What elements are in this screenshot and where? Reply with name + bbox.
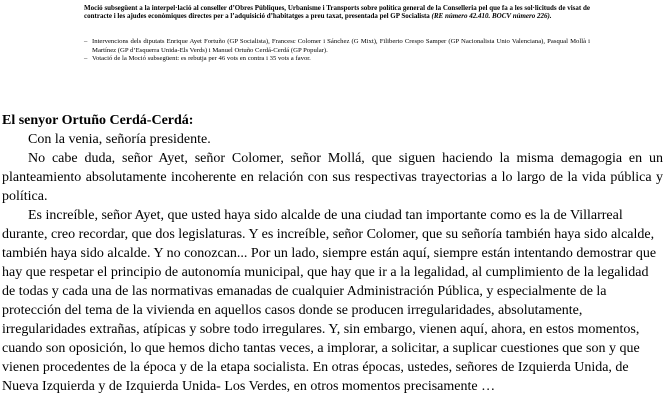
motion-box: [84, 4, 590, 36]
motion-title-text: Moció subsegüent a la interpel·lació al conseller d’Obres Públiques, Urbanisme i Transports sobre política general de la Conselleria pel que fa a les sol·licituds de visat de contracte i les ajudes econòmiques directes per a l’adquisició d’habitatges a preu taxat, presentada pel GP Socialista: [84, 4, 590, 20]
session-summary: [84, 4, 590, 64]
speech-paragraph: Es increíble, señor Ayet, que usted haya sido alcalde de una ciudad tan importante como es la de Villarreal durante, creo recordar, que dos legislaturas. Y es increíble, señor Colomer, que su señoría también haya sido alcalde, también haya sido alcalde. Y no conozcan... Por un lado, siempre están aquí, siempre están intentando demostrar que hay que respetar el principio de autonomía municipal, que hay que ir a la legalidad, al cumplimiento de la legalidad de todas y cada una de las normativas emanadas de cualquier Administración Pública, y especialmente de la protección del tema de la vivienda en aquellos casos donde se producen irregularidades, absolutamente, irregularidades extrañas, atípicas y sobre todo irregulares. Y, sin embargo, vienen aquí, ahora, en estos momentos, cuando son oposición, lo que hemos dicho tantas veces, a implorar, a solicitar, a suplicar cuestiones que son y que vienen procedentes de la época y de la etapa socialista. En otras épocas, ustedes, señores de Izquierda Unida, de Nueva Izquierda y de Izquierda Unida- Los Verdes, en otros momentos precisamente …: [2, 208, 657, 394]
interventions-item: – Intervencions dels diputats Enrique Ayet Fortuño (GP Socialista), Francesc Colomer i Sánchez (G Mixt), Filiberto Crespo Samper (GP Nacionalista Unio Valenciana), Pasqual Mollà i Martínez (GP d’Esquerra Unida-Els Verds) i Manuel Ortuño Cerdá-Cerdá (GP Popular).: [84, 38, 590, 55]
motion-title: [84, 4, 590, 20]
vote-result-item: – Votació de la Moció subsegüent: es rebutja per 46 vots en contra i 35 vots a favor.: [84, 55, 590, 64]
summary-list: [84, 38, 590, 64]
speaker-heading: El senyor Ortuño Cerdá-Cerdá:: [2, 113, 194, 128]
motion-reference: (RE número 42.410. BOCV número 226).: [431, 12, 552, 20]
speech-block: [2, 111, 663, 396]
speech-paragraph: Con la venia, señoría presidente.: [28, 132, 211, 147]
speech-paragraph: No cabe duda, señor Ayet, señor Colomer, señor Mollá, que siguen haciendo la misma demagogia en un planteamiento absolutamente incoherente en relación con sus respectivas trayectorias a lo largo de la vida pública y política.: [2, 151, 663, 204]
